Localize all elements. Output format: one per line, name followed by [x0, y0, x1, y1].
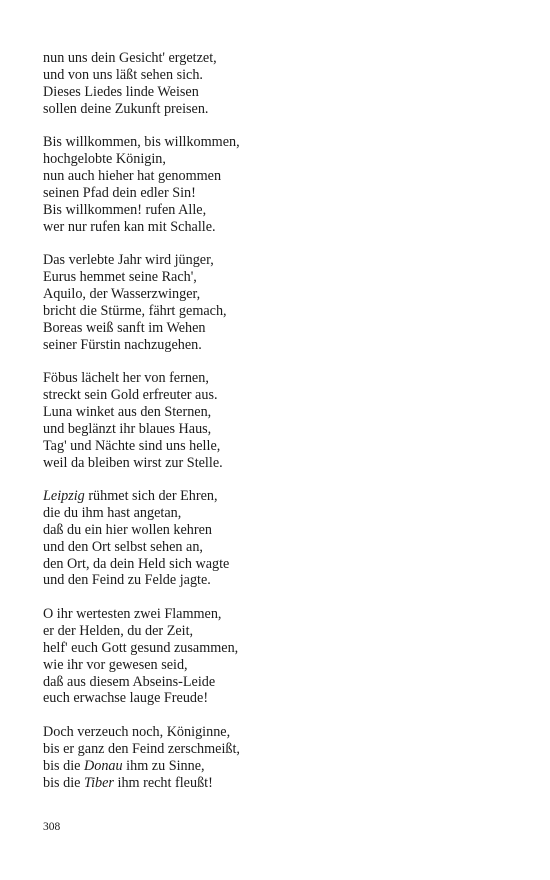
- verse-line: [43, 387, 523, 404]
- verse-text: Tag' und Nächte sind uns helle,: [43, 437, 221, 454]
- stanza: [43, 488, 523, 589]
- verse-line: [43, 741, 523, 758]
- verse-line: [43, 219, 523, 236]
- verse-line: [43, 724, 523, 741]
- italic-place-name: Leipzig: [43, 487, 85, 504]
- verse-text: er der Helden, du der Zeit,: [43, 622, 194, 639]
- verse-line: [43, 556, 523, 573]
- verse-line: [43, 455, 523, 472]
- verse-text: bricht die Stürme, fährt gemach,: [43, 302, 227, 319]
- verse-text: rühmet sich der Ehren,: [84, 487, 218, 504]
- verse-text: und von uns läßt sehen sich.: [43, 66, 203, 83]
- stanza: [43, 134, 523, 235]
- verse-line: [43, 758, 523, 775]
- verse-line: [43, 202, 523, 219]
- verse-text: ihm zu Sinne,: [122, 757, 205, 774]
- verse-text: nun auch hieher hat genommen: [43, 167, 222, 184]
- verse-line: [43, 370, 523, 387]
- verse-line: [43, 438, 523, 455]
- verse-line: [43, 505, 523, 522]
- verse-line: [43, 84, 523, 101]
- italic-place-name: Tiber: [83, 774, 114, 791]
- verse-text: Eurus hemmet seine Rach',: [43, 268, 197, 285]
- verse-text: Bis willkommen, bis willkommen,: [43, 134, 240, 151]
- verse-text: O ihr wertesten zwei Flammen,: [43, 605, 222, 622]
- verse-text: Föbus lächelt her von fernen,: [43, 370, 209, 386]
- verse-text: bis er ganz den Feind zerschmeißt,: [43, 740, 240, 757]
- verse-text: nun uns dein Gesicht' ergetzet,: [43, 50, 217, 66]
- verse-text: Aquilo, der Wasserzwinger,: [43, 285, 201, 302]
- verse-line: [43, 404, 523, 421]
- verse-text: seiner Fürstin nachzugehen.: [43, 336, 202, 353]
- verse-text: daß du ein hier wollen kehren: [43, 521, 213, 538]
- verse-line: [43, 303, 523, 320]
- verse-line: [43, 421, 523, 438]
- verse-line: [43, 606, 523, 623]
- verse-line: [43, 657, 523, 674]
- stanza: [43, 50, 523, 118]
- verse-text: und den Feind zu Felde jagte.: [43, 572, 211, 589]
- verse-text: und den Ort selbst sehen an,: [43, 538, 203, 555]
- stanza: [43, 606, 523, 707]
- verse-text: wer nur rufen kan mit Schalle.: [43, 218, 216, 235]
- verse-line: [43, 572, 523, 589]
- verse-text: seinen Pfad dein edler Sin!: [43, 184, 196, 201]
- page-number: 308: [43, 821, 61, 833]
- verse-text: euch erwachse lauge Freude!: [43, 690, 209, 707]
- verse-line: [43, 269, 523, 286]
- verse-line: [43, 320, 523, 337]
- verse-line: [43, 101, 523, 118]
- verse-line: [43, 690, 523, 707]
- verse-text: Bis willkommen! rufen Alle,: [43, 201, 207, 218]
- verse-line: [43, 286, 523, 303]
- verse-text: weil da bleiben wirst zur Stelle.: [43, 454, 223, 471]
- verse-line: [43, 252, 523, 269]
- verse-line: [43, 134, 523, 151]
- verse-line: [43, 522, 523, 539]
- verse-line: [43, 67, 523, 84]
- verse-text: Luna winket aus den Sternen,: [43, 403, 212, 420]
- stanza: [43, 252, 523, 353]
- poem-page: [43, 50, 523, 808]
- verse-line: [43, 623, 523, 640]
- verse-text: sollen deine Zukunft preisen.: [43, 100, 209, 117]
- verse-line: [43, 488, 523, 505]
- verse-line: [43, 50, 523, 67]
- verse-text: Dieses Liedes linde Weisen: [43, 83, 199, 100]
- verse-line: [43, 168, 523, 185]
- poem-body: [43, 50, 523, 791]
- stanza: [43, 724, 523, 792]
- verse-line: [43, 539, 523, 556]
- verse-text: bis die: [43, 774, 84, 791]
- verse-text: bis die: [43, 757, 84, 774]
- verse-text: helf' euch Gott gesund zusammen,: [43, 639, 239, 656]
- verse-text: und beglänzt ihr blaues Haus,: [43, 420, 212, 437]
- verse-text: hochgelobte Königin,: [43, 151, 166, 168]
- verse-text: die du ihm hast angetan,: [43, 504, 182, 521]
- verse-line: [43, 674, 523, 691]
- verse-text: daß aus diesem Abseins-Leide: [43, 673, 216, 690]
- stanza: [43, 370, 523, 471]
- verse-text: Boreas weiß sanft im Wehen: [43, 319, 206, 336]
- verse-text: wie ihr vor gewesen seid,: [43, 656, 188, 673]
- verse-text: Das verlebte Jahr wird jünger,: [43, 252, 214, 269]
- verse-line: [43, 775, 523, 792]
- verse-line: [43, 337, 523, 354]
- verse-text: streckt sein Gold erfreuter aus.: [43, 386, 218, 403]
- verse-line: [43, 640, 523, 657]
- verse-text: den Ort, da dein Held sich wagte: [43, 555, 230, 572]
- verse-line: [43, 185, 523, 202]
- italic-place-name: Donau: [83, 757, 123, 774]
- verse-text: ihm recht fleußt!: [113, 774, 213, 791]
- verse-line: [43, 151, 523, 168]
- verse-text: Doch verzeuch noch, Königinne,: [43, 723, 231, 740]
